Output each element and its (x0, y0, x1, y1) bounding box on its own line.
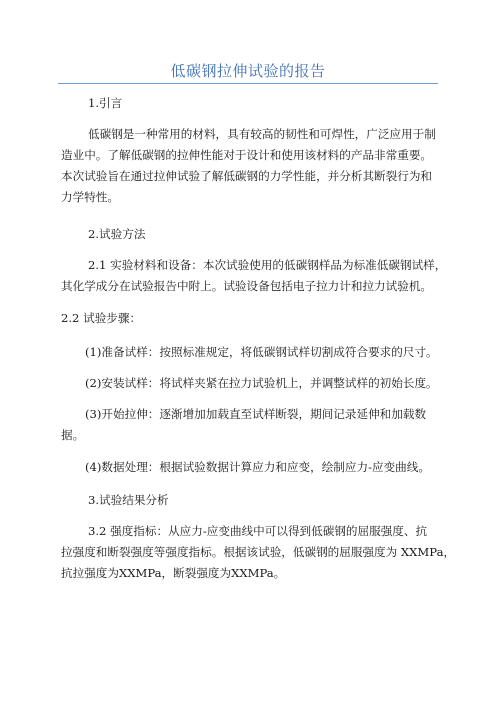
method-22-heading-text: 2.2 试验步骤： (61, 311, 142, 325)
method-heading-text: 2.试验方法 (88, 227, 146, 241)
method-21-line-1: 2.1 实验材料和设备：本次试验使用的低碳钢样品为标准低碳钢试样， (88, 258, 447, 272)
result-32-line-1: 3.2 强度指标：从应力-应变曲线中可以得到低碳钢的屈服强度、抗 (88, 524, 428, 538)
intro-line-1: 低碳钢是一种常用的材料，具有较高的韧性和可焊性，广泛应用于制 (88, 127, 436, 141)
result-32-paragraph (61, 521, 456, 584)
step-1 (61, 342, 441, 363)
intro-line-2: 造业中。了解低碳钢的拉伸性能对于设计和使用该材料的产品非常重要。 (61, 148, 433, 162)
step-1-text: (1)准备试样：按照标准规定，将低碳钢试样切割成符合要求的尺寸。 (85, 345, 438, 359)
intro-line-3: 本次试验旨在通过拉伸试验了解低碳钢的力学性能，并分析其断裂行为和 (61, 169, 433, 183)
step-2 (61, 373, 441, 394)
method-21-paragraph (61, 255, 447, 297)
step-2-text: (2)安装试样：将试样夹紧在拉力试验机上，并调整试样的初始长度。 (85, 376, 438, 390)
section-heading-intro (61, 93, 441, 114)
section-heading-method (61, 224, 441, 245)
intro-paragraph (61, 124, 441, 208)
intro-heading-text: 1.引言 (88, 96, 123, 110)
step-4-text: (4)数据处理：根据试验数据计算应力和应变，绘制应力-应变曲线。 (85, 460, 430, 474)
step-3-line-1: (3)开始拉伸：逐渐增加加载直至试样断裂，期间记录延伸和加载数 (85, 407, 427, 421)
title-underline (58, 83, 438, 84)
section-heading-results (61, 490, 441, 511)
method-22-heading (61, 308, 441, 329)
step-4 (61, 457, 441, 478)
intro-line-4: 力学特性。 (61, 190, 119, 204)
results-heading-text: 3.试验结果分析 (88, 493, 169, 507)
result-32-line-2: 拉强度和断裂强度等强度指标。根据该试验，低碳钢的屈服强度为 XXMPa， (61, 545, 456, 559)
method-21-line-2: 其化学成分在试验报告中附上。试验设备包括电子拉力计和拉力试验机。 (61, 279, 433, 293)
page-title: 低碳钢拉伸试验的报告 (170, 62, 326, 80)
step-3-line-2: 据。 (61, 428, 85, 442)
result-32-line-3: 抗拉强度为XXMPa，断裂强度为XXMPa。 (61, 566, 286, 580)
step-3 (61, 404, 441, 446)
